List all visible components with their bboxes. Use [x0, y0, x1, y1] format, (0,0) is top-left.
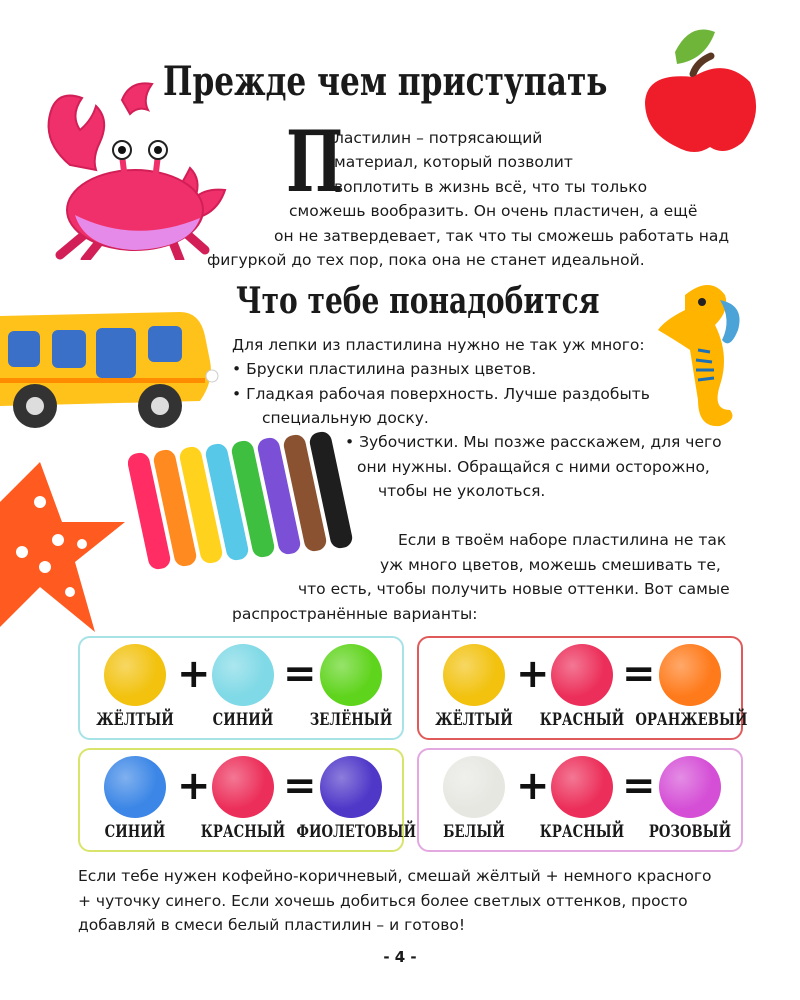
text-line: материал, который позволит — [334, 153, 573, 171]
text-line: Если в твоём наборе пластилина не так — [398, 531, 727, 549]
plasticine-ball — [659, 756, 721, 818]
text-line: они нужны. Обращайся с ними осторожно, — [357, 458, 710, 476]
color-label-second: КРАСНЫЙ — [539, 822, 625, 842]
color-combo-panel — [417, 748, 743, 852]
color-label-second: КРАСНЫЙ — [539, 710, 625, 730]
plasticine-ball — [659, 644, 721, 706]
seahorse-illustration — [650, 270, 750, 430]
text-line: сможешь вообразить. Он очень пластичен, а ещё — [289, 202, 698, 220]
text-line: что есть, чтобы получить новые оттенки. Вот самые — [298, 580, 730, 598]
drop-cap: П — [286, 112, 344, 211]
text-line: Для лепки из пластилина нужно не так уж много: — [232, 336, 645, 354]
equals-sign: = — [622, 763, 656, 809]
plasticine-ball — [443, 644, 505, 706]
plus-sign: + — [516, 651, 550, 697]
plus-sign: + — [516, 763, 550, 809]
color-label-first: ЖЁЛТЫЙ — [96, 710, 174, 730]
plasticine-ball — [320, 644, 382, 706]
list-item: • Бруски пластилина разных цветов. — [232, 360, 537, 378]
plasticine-ball — [551, 756, 613, 818]
plasticine-ball — [443, 756, 505, 818]
color-label-second: КРАСНЫЙ — [200, 822, 286, 842]
page-title: Прежде чем приступать — [163, 58, 608, 105]
text-line: ластилин – потрясающий — [334, 129, 543, 147]
plasticine-ball — [104, 756, 166, 818]
plasticine-ball — [212, 756, 274, 818]
color-label-result: ОРАНЖЕВЫЙ — [635, 710, 748, 730]
text-line: специальную доску. — [262, 409, 429, 427]
text-line: Если тебе нужен кофейно-коричневый, смешай жёлтый + немного красного — [78, 867, 712, 885]
color-combo-panel — [417, 636, 748, 740]
apple-illustration — [615, 22, 775, 162]
color-combo-panel — [78, 748, 416, 852]
page-number: - 4 - — [383, 948, 417, 966]
text-line: чтобы не уколоться. — [378, 482, 546, 500]
color-label-first: ЖЁЛТЫЙ — [435, 710, 513, 730]
school-bus-illustration — [0, 306, 222, 436]
starfish-illustration — [0, 462, 130, 662]
color-label-second: СИНИЙ — [212, 710, 274, 730]
equals-sign: = — [622, 651, 656, 697]
text-line: уж много цветов, можешь смешивать те, — [380, 556, 721, 574]
text-line: он не затвердевает, так что ты сможешь работать над — [274, 227, 730, 245]
plus-sign: + — [177, 651, 211, 697]
plasticine-ball — [320, 756, 382, 818]
equals-sign: = — [283, 763, 317, 809]
color-label-result: ФИОЛЕТОВЫЙ — [296, 822, 416, 842]
plasticine-ball — [104, 644, 166, 706]
list-item: • Зубочистки. Мы позже расскажем, для чего — [345, 433, 722, 451]
equals-sign: = — [283, 651, 317, 697]
color-label-first: СИНИЙ — [104, 822, 166, 842]
plasticine-ball — [551, 644, 613, 706]
text-line: распространённые варианты: — [232, 605, 478, 623]
text-line: воплотить в жизнь всё, что ты только — [334, 178, 648, 196]
list-item: • Гладкая рабочая поверхность. Лучше раздобыть — [232, 385, 650, 403]
section-title: Что тебе понадобится — [236, 280, 600, 322]
color-label-first: БЕЛЫЙ — [443, 822, 505, 842]
text-line: + чуточку синего. Если хочешь добиться более светлых оттенков, просто — [78, 892, 688, 910]
color-combo-panel — [78, 636, 404, 740]
plasticine-ball — [212, 644, 274, 706]
color-label-result: РОЗОВЫЙ — [648, 822, 732, 842]
plus-sign: + — [177, 763, 211, 809]
text-line: фигуркой до тех пор, пока она не станет идеальной. — [207, 251, 645, 269]
color-label-result: ЗЕЛЁНЫЙ — [309, 710, 393, 730]
text-line: добавляй в смеси белый пластилин – и готово! — [78, 916, 466, 934]
